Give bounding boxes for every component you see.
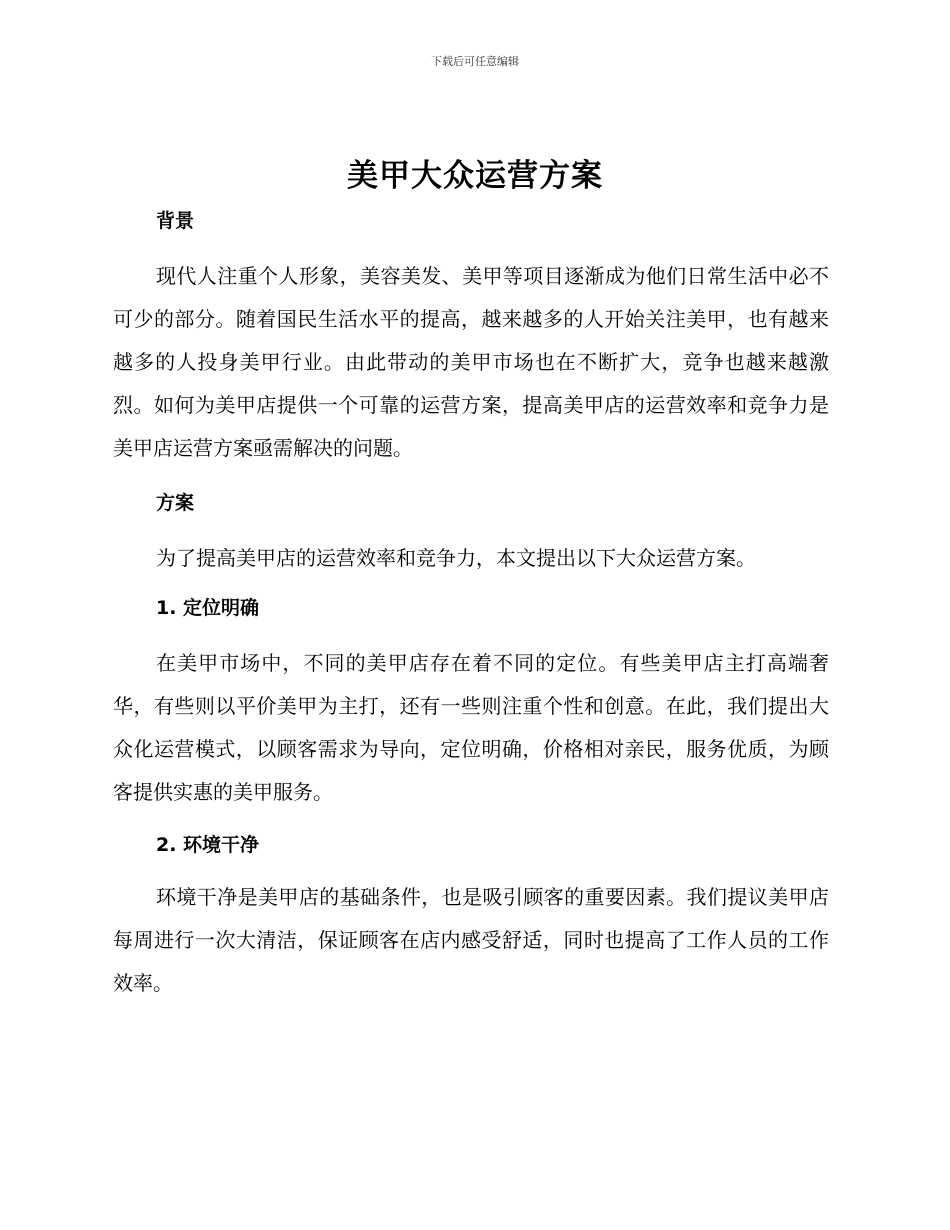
section-paragraph-positioning: 在美甲市场中，不同的美甲店存在着不同的定位。有些美甲店主打高端奢华，有些则以平价美甲为主打，还有一些则注重个性和创意。在此，我们提出大众化运营模式，以顾客需求为导向，定位明确，价格相对亲民，服务优质，为顾客提供实惠的美甲服务。: [113, 651, 829, 804]
section-heading-environment: 2. 环境干净: [156, 834, 260, 856]
document-title: 美甲大众运营方案: [347, 158, 603, 194]
section-heading-positioning: 1. 定位明确: [156, 597, 260, 619]
document-body: [113, 205, 829, 1005]
section-paragraph-plan: 为了提高美甲店的运营效率和竞争力，本文提出以下大众运营方案。: [156, 546, 756, 570]
section-paragraph-environment: 环境干净是美甲店的基础条件，也是吸引顾客的重要因素。我们提议美甲店每周进行一次大清洁，保证顾客在店内感受舒适，同时也提高了工作人员的工作效率。: [113, 885, 829, 995]
section-heading-plan: 方案: [156, 492, 195, 514]
section-paragraph-background: 现代人注重个人形象，美容美发、美甲等项目逐渐成为他们日常生活中必不可少的部分。随着国民生活水平的提高，越来越多的人开始关注美甲，也有越来越多的人投身美甲行业。由此带动的美甲市场也在不断扩大，竞争也越来越激烈。如何为美甲店提供一个可靠的运营方案，提高美甲店的运营效率和竞争力是美甲店运营方案亟需解决的问题。: [113, 264, 829, 460]
page-header: 下载后可任意编辑: [431, 55, 519, 68]
section-heading-background: 背景: [156, 210, 195, 232]
